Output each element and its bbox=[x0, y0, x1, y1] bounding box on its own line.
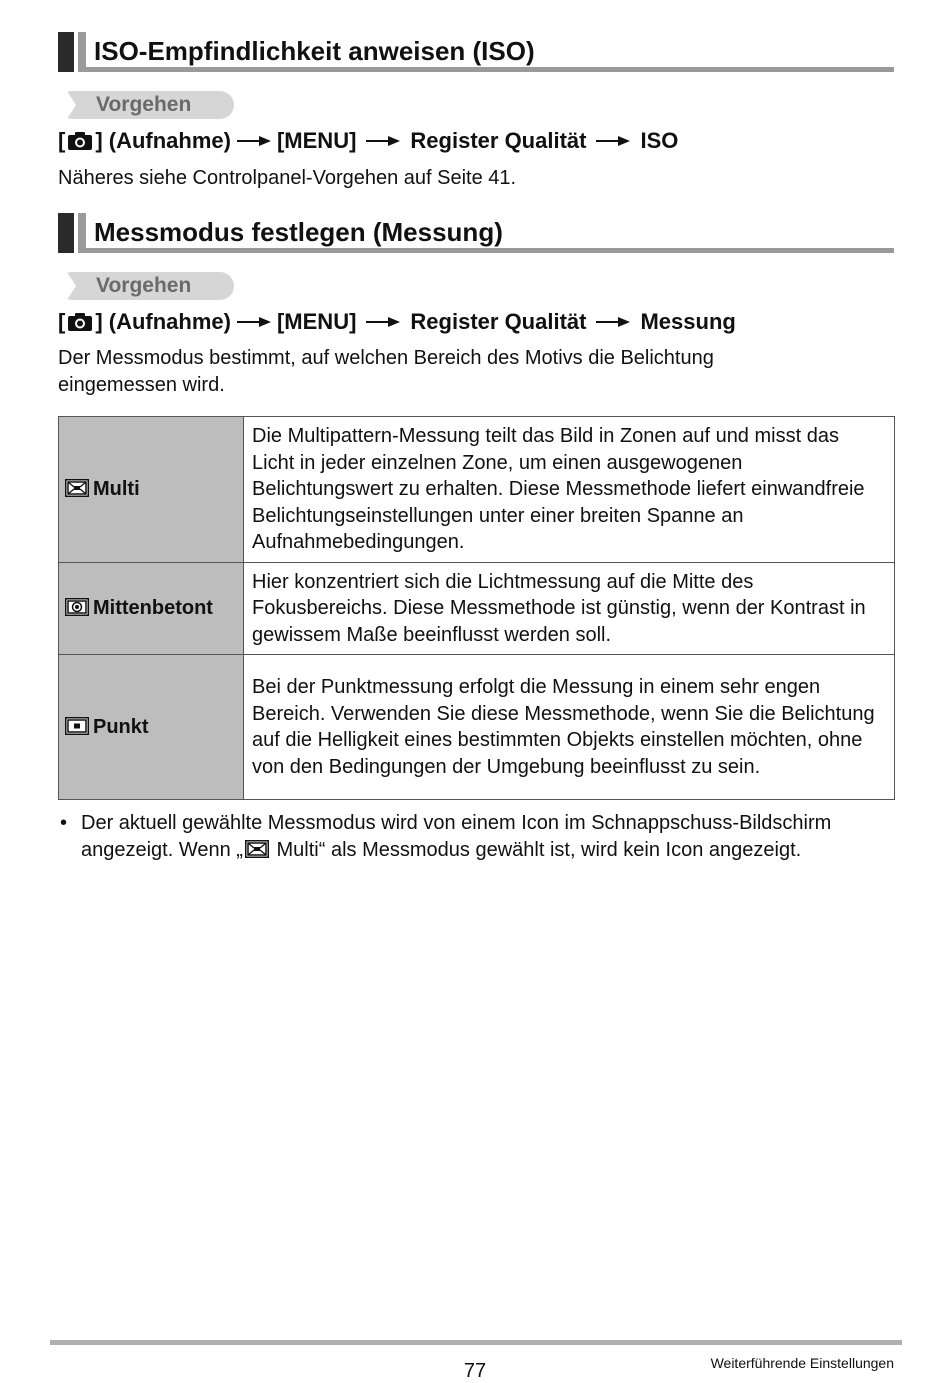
arrow-right-icon bbox=[596, 134, 630, 148]
section-heading-iso bbox=[58, 32, 894, 72]
mode-description-spot: Bei der Punktmessung erfolgt die Messung in einem sehr engen Bereich. Verwenden Sie diese Messmethode, wenn Sie die Belichtung auf die Helligkeit eines bestimmten Objekts einstellen möchten, ohne von den Bedingungen der Umgebung beeinflusst zu sein. bbox=[244, 655, 895, 800]
mode-cell-spot bbox=[59, 655, 244, 800]
camera-icon bbox=[67, 131, 93, 151]
mode-cell-multi bbox=[59, 417, 244, 563]
metering-modes-table bbox=[58, 416, 895, 800]
path-target-label: Messung bbox=[640, 309, 736, 334]
heading-underline bbox=[78, 67, 894, 72]
heading-marker-secondary bbox=[78, 32, 86, 72]
path-menu-label: [MENU] bbox=[276, 128, 357, 153]
spot-metering-icon bbox=[65, 717, 89, 735]
chapter-label: Weiterführende Einstellungen bbox=[710, 1355, 894, 1371]
center-weighted-metering-icon bbox=[65, 598, 89, 616]
badge-arrow-shape bbox=[58, 272, 76, 300]
bracket-open: [ bbox=[58, 309, 66, 334]
bullet-text bbox=[81, 810, 894, 863]
section-title-iso: ISO-Empfindlichkeit anweisen (ISO) bbox=[94, 36, 535, 66]
multi-metering-icon bbox=[65, 479, 89, 497]
path-tab-label: Register Qualität bbox=[410, 309, 587, 334]
procedure-badge-label: Vorgehen bbox=[96, 93, 192, 116]
arrow-right-icon bbox=[366, 315, 400, 329]
table-row bbox=[59, 417, 895, 563]
bullet-symbol: • bbox=[60, 812, 68, 834]
procedure-badge bbox=[58, 272, 234, 300]
iso-note: Näheres siehe Controlpanel-Vorgehen auf Seite 41. bbox=[58, 167, 517, 189]
mode-name-spot: Punkt bbox=[93, 715, 149, 738]
mode-description-multi: Die Multipattern-Messung teilt das Bild in Zonen auf und misst das Licht in jeder einzelnen Zone, um einen ausgewogenen Belichtungswert zu erhalten. Diese Messmethode liefert einwandfreie Belichtungseinstellungen unter einer breiten Spanne an Aufnahmebedingungen. bbox=[244, 417, 895, 563]
metering-intro: Der Messmodus bestimmt, auf welchen Bereich des Motivs die Belichtung eingemessen wird. bbox=[58, 347, 714, 396]
path-shoot-label: ] (Aufnahme) bbox=[95, 128, 231, 153]
footer-divider bbox=[50, 1340, 902, 1345]
mode-name-multi: Multi bbox=[93, 477, 140, 500]
arrow-right-icon bbox=[237, 315, 271, 329]
table-row bbox=[59, 562, 895, 655]
table-row bbox=[59, 655, 895, 800]
bullet-text-before: Der aktuell gewählte Messmodus wird von einem Icon im Schnappschuss-Bildschirm angezeigt. Wenn „ bbox=[81, 812, 832, 861]
heading-marker bbox=[58, 32, 74, 72]
heading-marker-secondary bbox=[78, 213, 86, 253]
menu-path-iso bbox=[58, 128, 678, 154]
multi-metering-icon bbox=[245, 840, 269, 858]
procedure-badge-label: Vorgehen bbox=[96, 274, 192, 297]
section-title-metering: Messmodus festlegen (Messung) bbox=[94, 217, 503, 247]
arrow-right-icon bbox=[237, 134, 271, 148]
bracket-open: [ bbox=[58, 128, 66, 153]
path-tab-label: Register Qualität bbox=[410, 128, 587, 153]
bullet-text-after: Multi“ als Messmodus gewählt ist, wird kein Icon angezeigt. bbox=[270, 838, 802, 861]
camera-icon bbox=[67, 312, 93, 332]
path-menu-label: [MENU] bbox=[276, 309, 357, 334]
page-number: 77 bbox=[463, 1360, 487, 1382]
bullet-note bbox=[58, 810, 894, 863]
path-target-label: ISO bbox=[640, 128, 679, 153]
heading-underline bbox=[78, 248, 894, 253]
mode-name-center: Mittenbetont bbox=[93, 596, 213, 619]
mode-cell-center bbox=[59, 562, 244, 655]
mode-description-center: Hier konzentriert sich die Lichtmessung auf die Mitte des Fokusbereichs. Diese Messmethode ist günstig, wenn der Kontrast in gewissem Maße beeinflusst werden soll. bbox=[244, 562, 895, 655]
badge-arrow-shape bbox=[58, 91, 76, 119]
section-heading-metering bbox=[58, 213, 894, 253]
heading-marker bbox=[58, 213, 74, 253]
arrow-right-icon bbox=[366, 134, 400, 148]
path-shoot-label: ] (Aufnahme) bbox=[95, 309, 231, 334]
procedure-badge bbox=[58, 91, 234, 119]
arrow-right-icon bbox=[596, 315, 630, 329]
menu-path-metering bbox=[58, 309, 736, 335]
